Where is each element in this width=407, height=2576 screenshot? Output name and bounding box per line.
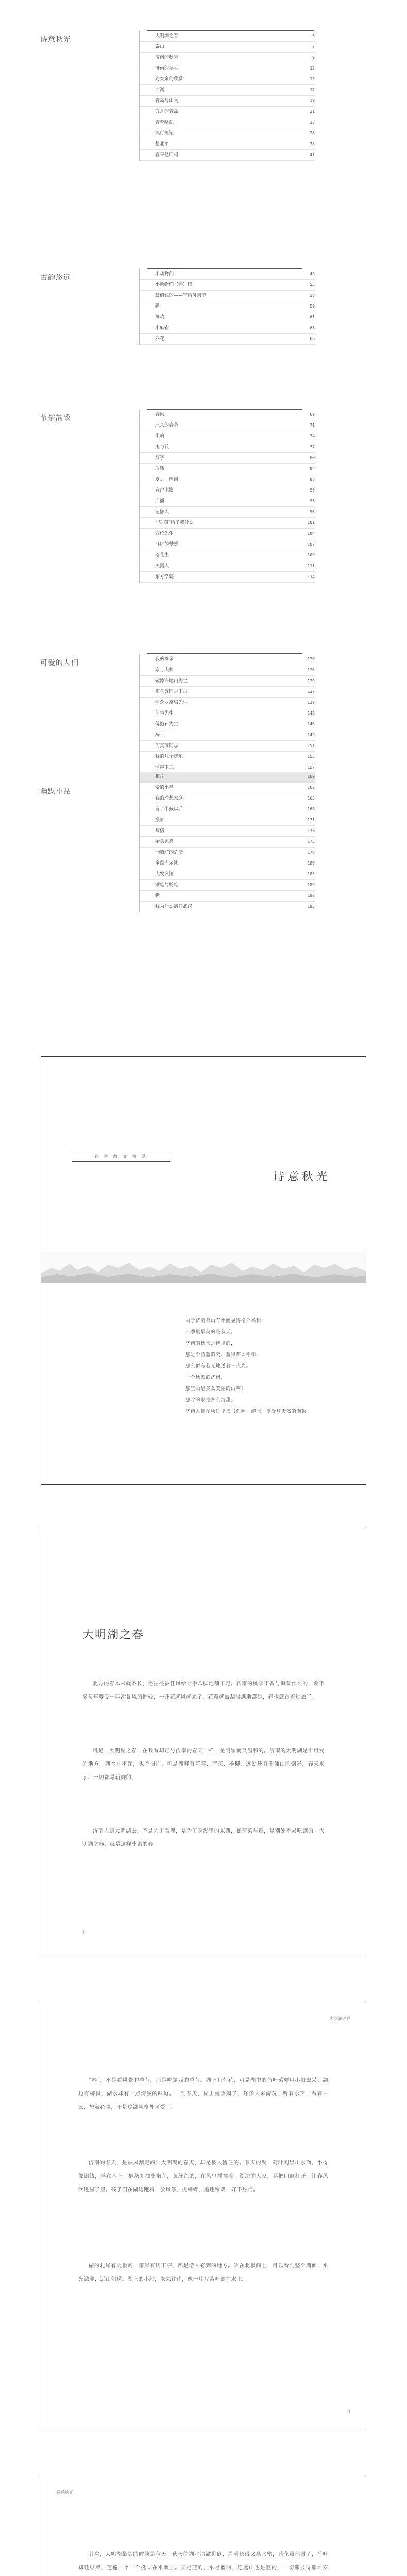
toc-entry[interactable] <box>140 752 315 762</box>
toc-entry-title: 春风 <box>155 412 165 417</box>
toc-entry-title: 取钱 <box>155 466 165 471</box>
toc-entry[interactable] <box>140 453 315 464</box>
toc-section-title: 节俗韵致 <box>40 414 71 422</box>
toc-entry-title: 滇行短记 <box>155 131 174 136</box>
toc-entry-title: 猫 <box>155 304 160 309</box>
toc-entry-page: 155 <box>307 754 315 759</box>
running-head: 大明湖之春 <box>330 2016 350 2021</box>
toc-entry-page: 120 <box>307 657 315 662</box>
toc-entry[interactable] <box>140 772 315 783</box>
toc-entry-page: 157 <box>307 765 315 770</box>
toc-entry-title: 青蓉略记 <box>155 120 174 125</box>
toc-entry-title: 落花生 <box>155 553 169 558</box>
toc-entry[interactable] <box>140 539 315 550</box>
toc-entry[interactable] <box>140 902 315 912</box>
toc-entry-title: 我的几个房东 <box>155 754 183 759</box>
toc-entry[interactable] <box>140 280 315 291</box>
toc-entry-page: 96 <box>310 510 315 514</box>
toc-entry-title: “住”的梦想 <box>155 542 179 547</box>
toc-entry[interactable] <box>140 474 315 485</box>
toc-entry-title: 趵突泉的欣赏 <box>155 77 183 82</box>
toc-entry[interactable] <box>140 139 315 150</box>
toc-entry-title: 小麻雀 <box>155 326 169 331</box>
poem-line: 一个秋天的济南， <box>185 1375 226 1380</box>
toc-section-title: 古韵悠远 <box>40 274 71 282</box>
toc-entry[interactable] <box>140 561 315 572</box>
toc-entry-title: 多鼠斋杂谈 <box>155 861 179 866</box>
toc-entry-title: 母鸡 <box>155 315 165 320</box>
toc-entry[interactable] <box>140 665 315 676</box>
toc-entry-page: 149 <box>307 733 315 737</box>
toc-entry-page: 114 <box>307 574 315 579</box>
toc-entry-page: 146 <box>307 722 315 726</box>
toc-list <box>139 654 315 773</box>
toc-entry-title: 写字 <box>155 455 165 461</box>
toc-entry-page: 160 <box>307 774 315 779</box>
body-paragraph: 可是，大明湖之春，在我看却正与济南的春天一样，是明媚而又温和的。济南的大明湖是个可爱的地方，湖水并不深，也不很广，可是湖畔有芦苇、荷花、杨柳，远处还有千佛山的倒影，春天来了，一切都是新鲜的。 <box>82 1748 325 1781</box>
chapter-opener-page <box>41 1056 366 1485</box>
toc-entry[interactable] <box>140 431 315 442</box>
toc-entry-page: 185 <box>307 872 315 876</box>
toc-entry[interactable] <box>140 793 315 804</box>
toc-entry[interactable] <box>140 529 315 539</box>
toc-entry[interactable] <box>140 312 315 323</box>
section-divider <box>147 653 302 654</box>
toc-entry-title: 爱的小鸟 <box>155 785 174 790</box>
toc-entry[interactable] <box>140 891 315 902</box>
page-number: 3 <box>82 1930 86 1935</box>
toc-entry-page: 61 <box>310 315 315 319</box>
toc-entry-page: 189 <box>307 883 315 887</box>
toc-entry-title: 记懒人 <box>155 510 169 515</box>
toc-entry-page: 59 <box>310 304 315 309</box>
toc-entry-page: 80 <box>310 455 315 460</box>
toc-entry-page: 28 <box>310 131 315 135</box>
toc-entry-title: 东方学院 <box>155 574 174 580</box>
story-page <box>41 2476 366 2576</box>
section-divider <box>147 409 302 410</box>
toc-entry[interactable] <box>140 96 315 107</box>
toc-entry-title: 小动物们（鸽）续 <box>155 282 193 287</box>
toc-entry[interactable] <box>140 741 315 752</box>
toc-entry-title: 四位先生 <box>155 531 174 536</box>
toc-entry[interactable] <box>140 719 315 730</box>
ink-landscape-band <box>41 1252 366 1283</box>
toc-entry-page: 21 <box>310 109 315 114</box>
toc-entry-title: 大明湖之春 <box>155 33 179 39</box>
toc-entry-page: 129 <box>307 679 315 683</box>
toc-entry-page: 173 <box>307 828 315 833</box>
toc-entry-page: 38 <box>310 142 315 146</box>
toc-section-title: 幽默小品 <box>40 788 71 796</box>
toc-entry-page: 88 <box>310 477 315 482</box>
toc-entry-page: 84 <box>310 466 315 471</box>
running-head: 诗意秋光 <box>57 2490 73 2495</box>
toc-entry[interactable] <box>140 848 315 858</box>
toc-entry-title: 有声电影 <box>155 488 174 493</box>
toc-entry[interactable] <box>140 708 315 719</box>
toc-entry-page: 41 <box>310 152 315 157</box>
toc-entry[interactable] <box>140 323 315 334</box>
toc-entry[interactable] <box>140 301 315 312</box>
toc-entry-page: 58 <box>310 293 315 298</box>
toc-entry[interactable] <box>140 334 315 345</box>
toc-entry-page: 151 <box>307 743 315 748</box>
toc-entry-page: 7 <box>312 44 315 49</box>
toc-entry[interactable] <box>140 550 315 561</box>
toc-entry-title: 养花 <box>155 336 165 342</box>
toc-entry-page: 71 <box>310 423 315 428</box>
toc-entry-page: 171 <box>307 818 315 822</box>
toc-list <box>139 410 315 583</box>
story-title: 大明湖之春 <box>82 1629 145 1641</box>
toc-entry-page: 111 <box>307 564 315 568</box>
toc-entry[interactable] <box>140 858 315 869</box>
toc-entry-title: 相片 <box>155 774 165 779</box>
toc-entry-page: 90 <box>310 488 315 493</box>
toc-entry-page: 104 <box>307 531 315 536</box>
toc-entry-page: 69 <box>310 412 315 417</box>
toc-entry[interactable] <box>140 698 315 708</box>
toc-entry-title: 小病 <box>155 434 165 439</box>
toc-entry[interactable] <box>140 117 315 128</box>
toc-entry-title: 五月的青岛 <box>155 109 179 114</box>
toc-entry[interactable] <box>140 804 315 815</box>
toc-entry[interactable] <box>140 464 315 474</box>
toc-entry[interactable] <box>140 826 315 837</box>
toc-entry[interactable] <box>140 442 315 453</box>
toc-entry-page: 63 <box>310 326 315 330</box>
toc-entry-title: 广播 <box>155 499 165 504</box>
toc-entry-page: 101 <box>307 520 315 525</box>
toc-entry[interactable] <box>140 687 315 698</box>
poem-line: 由于济南有山有水而显得格外柔和， <box>185 1318 266 1324</box>
toc-entry[interactable] <box>140 63 315 74</box>
toc-entry-page: 168 <box>307 807 315 811</box>
body-paragraph: 济南的春天，是被风刮走的；大明湖的春天，却是被人留住的。春天的湖，荷叶刚冒出水面，小得像铜钱，浮在水上；柳条刚抽出嫩芽，黄绿色的，在风里摇摆着。湖边的人家，都把门窗打开，让春风吹进屋子里。孩子们在湖边跑着，放风筝，捉蝴蝶，追逐嬉戏，好不热闹。 <box>78 2160 328 2193</box>
toc-entry-page: 49 <box>310 272 315 276</box>
poem-line: 济南人便在秋日里读书作画、游园，享受这天然的韵致。 <box>185 1409 312 1414</box>
poem-line: 那时的泉是多么清甜， <box>185 1398 236 1403</box>
toc-entry-title: 抬头见喜 <box>155 839 174 844</box>
toc-entry-title: 鬼与狐 <box>155 445 169 450</box>
toc-entry[interactable] <box>140 815 315 826</box>
toc-entry[interactable] <box>140 410 315 420</box>
story-page <box>41 2002 366 2430</box>
toc-entry-title: 济南的冬天 <box>155 66 179 71</box>
toc-entry[interactable] <box>140 783 315 793</box>
toc-entry-page: 165 <box>307 796 315 801</box>
toc-entry-page: 109 <box>307 553 315 557</box>
toc-entry-title: 北京的春节 <box>155 423 179 428</box>
toc-entry-title: 辞工 <box>155 733 165 738</box>
toc-entry-title: 敬悼许地山先生 <box>155 679 188 684</box>
toc-entry-title: 泰山 <box>155 44 165 49</box>
poem-line: 三季里最美的是秋天。 <box>185 1330 236 1335</box>
toc-entry[interactable] <box>140 869 315 880</box>
toc-entry[interactable] <box>140 291 315 301</box>
toc-entry-page: 93 <box>310 499 315 503</box>
toc-entry-title: 傅抱石先生 <box>155 722 179 727</box>
toc-entry-title: 英国人 <box>155 564 169 569</box>
body-paragraph: “春”，不是看风景的季节，而是吃东西的季节。湖上有荷花，可是湖中的荷叶菜要用小船去采；湖边有柳树，湖水却有一点清浅的味道。一到春天，湖上就热闹了，许多人来游玩，听着水声，看着白云，想着心事，于是这湖就格外可爱了。 <box>78 2078 328 2110</box>
toc-entry-page: 23 <box>310 120 315 125</box>
body-paragraph: 北方的春本来就不长，还往往被狂风给七手八脚地刮了走。济南的桃李丁香与海棠什么的，差不多每年要受一两次暴风的摧残，一开花就风就来了，花瓣就被刮得满地都是，春也就跟着过去了。 <box>82 1681 325 1700</box>
toc-entry[interactable] <box>140 128 315 139</box>
toc-entry-title: 写信 <box>155 828 165 834</box>
toc-entry[interactable] <box>140 42 315 53</box>
toc-entry-page: 192 <box>307 893 315 898</box>
toc-entry[interactable] <box>140 654 315 665</box>
section-divider <box>147 30 314 31</box>
chapter-title: 诗意秋光 <box>273 1171 331 1183</box>
toc-entry-page: 12 <box>310 66 315 71</box>
story-first-page <box>41 1528 366 1956</box>
toc-entry-title: 最值钱的——写给母亲节 <box>155 293 207 298</box>
toc-entry-page: 17 <box>310 88 315 92</box>
toc-entry-page: 107 <box>307 542 315 547</box>
body-paragraph: 湖的北岸有北极阁，南岸有历下亭，都是游人必到的地方。站在北极阁上，可以看到整个湖面，水光潋滟，远山如黛。湖上的小船，来来往往，像一片片落叶漂在水上。 <box>78 2263 328 2282</box>
toc-entry[interactable] <box>140 518 315 529</box>
toc-entry-title: 我的母亲 <box>155 657 174 662</box>
toc-entry-page: 126 <box>307 668 315 672</box>
toc-entry-page: 195 <box>307 904 315 909</box>
toc-entry-title: “幽默”的危险 <box>155 850 183 855</box>
toc-list <box>139 772 315 912</box>
toc-entry-title: 济南的秋天 <box>155 55 179 60</box>
body-paragraph: 济南人到大明湖去，不是为了看湖，是为了吃湖里的东西，如蒲菜与藕，是别处不易吃到的。大明湖之春，就是这样朴素的春。 <box>82 1828 325 1848</box>
toc-entry[interactable] <box>140 837 315 848</box>
toc-entry-page: 137 <box>307 689 315 694</box>
toc-entry-title: 悼念罗常培先生 <box>155 700 188 705</box>
toc-entry[interactable] <box>140 269 315 280</box>
toc-entry-title: 何容先生 <box>155 711 174 716</box>
poem-line: 济南的秋天是诗境的， <box>185 1341 236 1346</box>
toc-entry[interactable] <box>140 507 315 518</box>
toc-entry-title: 小动物们 <box>155 272 174 277</box>
body-paragraph: 其实，大明湖最美的时候是秋天。秋天的湖水清澈见底，芦苇长得又高又密，荷花虽然谢了，荷叶却还绿着，莲蓬一个一个挺立在水面上。天是蓝的，水是蓝的，连远山也是蓝的，一切都显得那么安 <box>78 2552 328 2571</box>
toc-entry-page: 142 <box>307 711 315 716</box>
toc-entry-page: 178 <box>307 850 315 855</box>
toc-entry[interactable] <box>140 107 315 117</box>
toc-entry-title: 春来忆广州 <box>155 152 179 158</box>
toc-entry-page: 55 <box>310 282 315 287</box>
toc-entry-title: 梅兰芳同志千古 <box>155 689 188 694</box>
toc-entry-page: 3 <box>312 33 315 38</box>
toc-entry-title: 西湖 <box>155 88 165 93</box>
poem-line: 那些山是多么美丽的山啊！ <box>185 1386 246 1392</box>
toc-entry[interactable] <box>140 420 315 431</box>
toc-entry[interactable] <box>140 880 315 891</box>
toc-entry-page: 74 <box>310 434 315 438</box>
toc-entry[interactable] <box>140 496 315 507</box>
toc-entry-title: 钢笔与粉笔 <box>155 883 179 888</box>
toc-entry-page: 19 <box>310 98 315 103</box>
toc-entry-title: 搬家 <box>155 818 165 823</box>
toc-entry-title: 狗 <box>155 893 160 899</box>
toc-entry-page: 9 <box>312 55 315 60</box>
toc-entry-page: 66 <box>310 336 315 341</box>
toc-entry[interactable] <box>140 676 315 687</box>
series-label: 老 舍 散 文 精 选 <box>72 1151 170 1162</box>
toc-entry-page: 162 <box>307 785 315 790</box>
toc-entry-title: 悼赵玉三 <box>155 765 174 770</box>
section-divider <box>147 268 302 269</box>
toc-entry-title: 我为什么离开武汉 <box>155 904 193 909</box>
toc-entry[interactable] <box>140 31 315 42</box>
toc-entry-title: “五·四”给了我什么 <box>155 520 194 526</box>
poem-line: 那么似有若无地透着一点光。 <box>185 1364 251 1369</box>
toc-entry-title: 夏之一周间 <box>155 477 179 482</box>
toc-entry-title: 有了小孩以后 <box>155 807 183 812</box>
toc-section-title: 诗意秋光 <box>40 36 71 44</box>
toc-list <box>139 269 315 345</box>
toc-entry-title: 宗月大师 <box>155 668 174 673</box>
toc-entry[interactable] <box>140 572 315 583</box>
toc-section-title: 可爱的人们 <box>40 659 79 667</box>
toc-entry-title: 大发议论 <box>155 872 174 877</box>
page-number: 4 <box>347 2409 350 2414</box>
toc-entry-page: 77 <box>310 445 315 449</box>
poem-line: 那是个蓝蓝的天，蓝得那么平和， <box>185 1352 262 1358</box>
toc-entry-page: 139 <box>307 700 315 705</box>
toc-entry[interactable] <box>140 730 315 741</box>
toc-entry[interactable] <box>140 74 315 85</box>
toc-entry-title: 我的理想家庭 <box>155 796 183 801</box>
toc-entry-page: 15 <box>310 77 315 81</box>
toc-entry[interactable] <box>140 53 315 63</box>
toc-entry-page: 180 <box>307 861 315 866</box>
toc-list <box>139 31 315 161</box>
toc-entry-title: 想北平 <box>155 142 169 147</box>
toc-entry-page: 175 <box>307 839 315 844</box>
toc-entry-title: 何其芳同志 <box>155 743 179 749</box>
toc-entry[interactable] <box>140 85 315 96</box>
toc-entry[interactable] <box>140 485 315 496</box>
toc-entry-title: 青岛与山大 <box>155 98 179 104</box>
toc-entry[interactable] <box>140 150 315 161</box>
